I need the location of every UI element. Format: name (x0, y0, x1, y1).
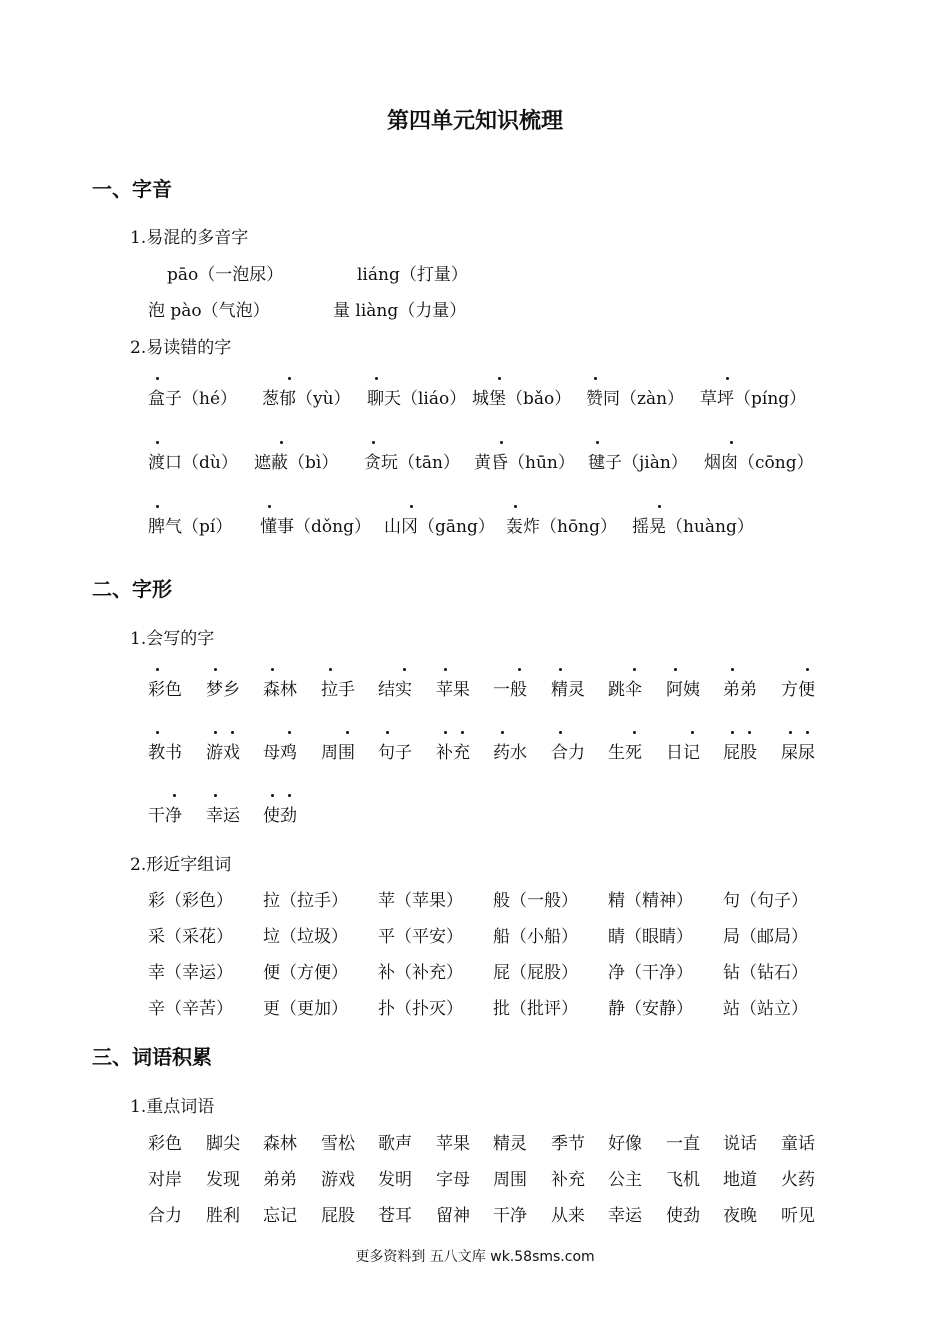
emphasis-dot (375, 377, 378, 380)
emphasis-dot (156, 731, 159, 734)
writing-word: 跳伞 (608, 680, 642, 700)
key-word: 火药 (781, 1170, 815, 1190)
misread-item: 葱郁（yù） (262, 389, 351, 409)
emphasis-dot (731, 731, 734, 734)
similar-char-item: 彩（彩色） (148, 891, 233, 911)
polyphone-line: 量 liàng（力量） (333, 301, 467, 321)
key-word: 好像 (608, 1134, 642, 1154)
writing-word: 母鸡 (263, 743, 297, 763)
key-word: 听见 (781, 1206, 815, 1226)
similar-char-item: 句（句子） (723, 891, 808, 911)
polyphone-line: pāo（一泡尿） (167, 265, 284, 285)
key-word: 童话 (781, 1134, 815, 1154)
similar-char-item: 更（更加） (263, 999, 348, 1019)
misread-item: 黄昏（hūn） (474, 453, 575, 473)
writing-word: 拉手 (321, 680, 355, 700)
misread-item: 贪玩（tān） (364, 453, 460, 473)
emphasis-dot (173, 794, 176, 797)
writing-word: 补充 (436, 743, 470, 763)
similar-char-item: 垃（垃圾） (263, 927, 348, 947)
key-word: 说话 (723, 1134, 757, 1154)
emphasis-dot (329, 668, 332, 671)
key-word: 脚尖 (206, 1134, 240, 1154)
key-word: 补充 (551, 1170, 585, 1190)
key-word: 夜晚 (723, 1206, 757, 1226)
misread-item: 遮蔽（bì） (254, 453, 339, 473)
writing-word: 苹果 (436, 680, 470, 700)
misread-item: 山冈（gāng） (384, 517, 495, 537)
page-title: 第四单元知识梳理 (386, 109, 563, 134)
similar-char-item: 苹（苹果） (378, 891, 463, 911)
misread-item: 轰炸（hōng） (506, 517, 618, 537)
key-word: 合力 (148, 1206, 182, 1226)
emphasis-dot (500, 441, 503, 444)
key-word: 忘记 (263, 1206, 297, 1226)
key-word: 苹果 (436, 1134, 470, 1154)
emphasis-dot (288, 794, 291, 797)
key-word: 雪松 (321, 1134, 355, 1154)
key-word: 留神 (436, 1206, 470, 1226)
writing-word: 教书 (148, 743, 182, 763)
writing-word: 森林 (263, 680, 297, 700)
emphasis-dot (748, 731, 751, 734)
emphasis-dot (271, 794, 274, 797)
subsection-label-misread: 2.易读错的字 (130, 338, 232, 358)
emphasis-dot (518, 668, 521, 671)
emphasis-dot (288, 731, 291, 734)
similar-char-item: 船（小船） (493, 927, 578, 947)
similar-char-item: 净（干净） (608, 963, 693, 983)
emphasis-dot (501, 731, 504, 734)
emphasis-dot (372, 441, 375, 444)
key-word: 一直 (666, 1134, 700, 1154)
emphasis-dot (214, 794, 217, 797)
key-word: 字母 (436, 1170, 470, 1190)
writing-word: 屎尿 (781, 743, 815, 763)
key-word: 苍耳 (378, 1206, 412, 1226)
similar-char-item: 幸（幸运） (148, 963, 233, 983)
emphasis-dot (596, 441, 599, 444)
writing-word: 药水 (493, 743, 527, 763)
emphasis-dot (156, 377, 159, 380)
misread-item: 懂事（dǒng） (260, 517, 371, 537)
similar-char-item: 般（一般） (493, 891, 578, 911)
emphasis-dot (674, 668, 677, 671)
misread-item: 渡口（dù） (148, 453, 238, 473)
emphasis-dot (403, 668, 406, 671)
key-word: 使劲 (666, 1206, 700, 1226)
misread-item: 脾气（pí） (148, 517, 233, 537)
similar-char-item: 采（采花） (148, 927, 233, 947)
emphasis-dot (214, 731, 217, 734)
emphasis-dot (726, 377, 729, 380)
writing-word: 合力 (551, 743, 585, 763)
writing-word: 周围 (321, 743, 355, 763)
emphasis-dot (231, 731, 234, 734)
similar-char-item: 静（安静） (608, 999, 693, 1019)
emphasis-dot (288, 377, 291, 380)
misread-item: 草坪（píng） (700, 389, 807, 409)
similar-char-item: 睛（眼睛） (608, 927, 693, 947)
section-heading-vocabulary: 三、词语积累 (92, 1045, 212, 1069)
misread-item: 盒子（hé） (148, 389, 238, 409)
emphasis-dot (514, 505, 517, 508)
emphasis-dot (156, 441, 159, 444)
subsection-label-polyphones: 1.易混的多音字 (130, 228, 249, 248)
similar-char-item: 补（补充） (378, 963, 463, 983)
key-word: 游戏 (321, 1170, 355, 1190)
emphasis-dot (731, 668, 734, 671)
writing-word: 游戏 (206, 743, 240, 763)
writing-word: 精灵 (551, 680, 585, 700)
emphasis-dot (498, 377, 501, 380)
section-heading-character-forms: 二、字形 (92, 577, 172, 601)
similar-char-item: 拉（拉手） (263, 891, 348, 911)
emphasis-dot (271, 668, 274, 671)
similar-char-item: 便（方便） (263, 963, 348, 983)
key-word: 公主 (608, 1170, 642, 1190)
section-heading-pronunciation: 一、字音 (92, 177, 172, 201)
emphasis-dot (559, 731, 562, 734)
polyphone-line: 泡 pào（气泡） (148, 301, 270, 321)
writing-word: 使劲 (263, 806, 297, 826)
emphasis-dot (789, 731, 792, 734)
similar-char-item: 屁（屁股） (493, 963, 578, 983)
emphasis-dot (156, 668, 159, 671)
emphasis-dot (691, 731, 694, 734)
similar-char-item: 扑（扑灭） (378, 999, 463, 1019)
writing-word: 阿姨 (666, 680, 700, 700)
key-word: 森林 (263, 1134, 297, 1154)
writing-word: 方便 (781, 680, 815, 700)
key-word: 从来 (551, 1206, 585, 1226)
similar-char-item: 平（平安） (378, 927, 463, 947)
similar-char-item: 批（批评） (493, 999, 578, 1019)
emphasis-dot (461, 731, 464, 734)
emphasis-dot (594, 377, 597, 380)
emphasis-dot (658, 505, 661, 508)
emphasis-dot (410, 505, 413, 508)
similar-char-item: 站（站立） (723, 999, 808, 1019)
writing-word: 梦乡 (206, 680, 240, 700)
emphasis-dot (214, 668, 217, 671)
writing-word: 干净 (148, 806, 182, 826)
similar-char-item: 局（邮局） (723, 927, 808, 947)
similar-char-item: 钻（钻石） (723, 963, 808, 983)
key-word: 季节 (551, 1134, 585, 1154)
writing-word: 彩色 (148, 680, 182, 700)
emphasis-dot (386, 731, 389, 734)
misread-item: 烟囱（cōng） (704, 453, 814, 473)
emphasis-dot (346, 731, 349, 734)
key-word: 胜利 (206, 1206, 240, 1226)
key-word: 歌声 (378, 1134, 412, 1154)
key-word: 精灵 (493, 1134, 527, 1154)
emphasis-dot (156, 505, 159, 508)
subsection-label-key-words: 1.重点词语 (130, 1097, 215, 1117)
writing-word: 生死 (608, 743, 642, 763)
emphasis-dot (559, 668, 562, 671)
misread-item: 毽子（jiàn） (588, 453, 688, 473)
key-word: 发明 (378, 1170, 412, 1190)
writing-word: 句子 (378, 743, 412, 763)
misread-item: 摇晃（huàng） (632, 517, 754, 537)
writing-word: 弟弟 (723, 680, 757, 700)
writing-word: 屁股 (723, 743, 757, 763)
key-word: 屁股 (321, 1206, 355, 1226)
subsection-label-similar-chars: 2.形近字组词 (130, 855, 232, 875)
similar-char-item: 精（精神） (608, 891, 693, 911)
writing-word: 幸运 (206, 806, 240, 826)
polyphone-line: liáng（打量） (357, 265, 468, 285)
emphasis-dot (730, 441, 733, 444)
writing-word: 结实 (378, 680, 412, 700)
writing-word: 日记 (666, 743, 700, 763)
emphasis-dot (806, 668, 809, 671)
misread-item: 聊天（liáo） (367, 389, 467, 409)
emphasis-dot (806, 731, 809, 734)
key-word: 对岸 (148, 1170, 182, 1190)
emphasis-dot (444, 731, 447, 734)
key-word: 发现 (206, 1170, 240, 1190)
key-word: 飞机 (666, 1170, 700, 1190)
key-word: 彩色 (148, 1134, 182, 1154)
writing-word: 一般 (493, 680, 527, 700)
footer-text: 更多资料到 五八文库 wk.58sms.com (355, 1249, 595, 1265)
key-word: 干净 (493, 1206, 527, 1226)
key-word: 周围 (493, 1170, 527, 1190)
emphasis-dot (280, 441, 283, 444)
emphasis-dot (633, 668, 636, 671)
misread-item: 赞同（zàn） (586, 389, 685, 409)
subsection-label-writing: 1.会写的字 (130, 629, 215, 649)
key-word: 幸运 (608, 1206, 642, 1226)
similar-char-item: 辛（辛苦） (148, 999, 233, 1019)
key-word: 地道 (723, 1170, 757, 1190)
key-word: 弟弟 (263, 1170, 297, 1190)
misread-item: 城堡（bǎo） (472, 389, 572, 409)
emphasis-dot (633, 731, 636, 734)
emphasis-dot (444, 668, 447, 671)
emphasis-dot (268, 505, 271, 508)
